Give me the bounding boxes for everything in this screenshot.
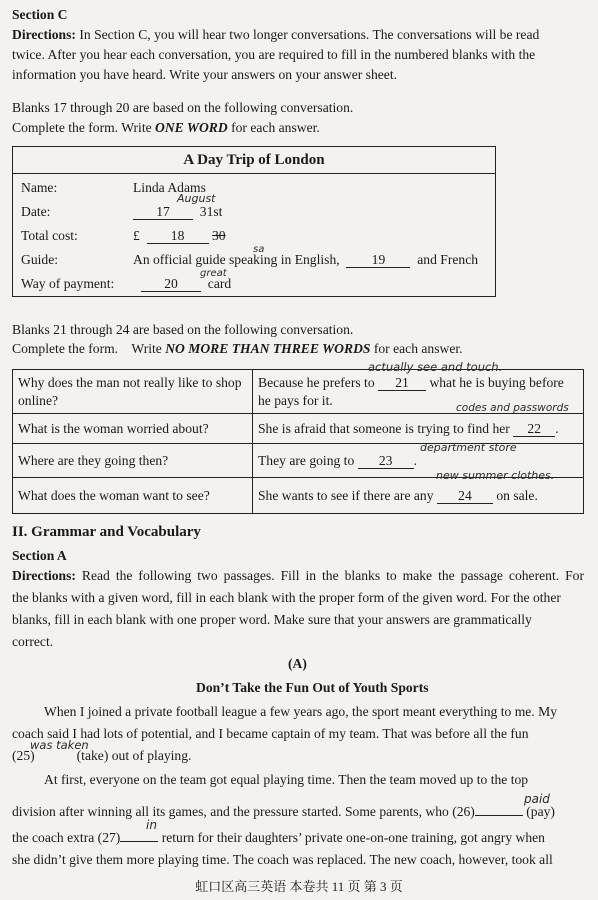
p2-text: return for their daughters’ private one-on-one training, got angry when bbox=[161, 830, 545, 845]
day-trip-form bbox=[12, 146, 496, 297]
answer-text: She is afraid that someone is trying to find her bbox=[258, 420, 510, 436]
answer-text: . bbox=[555, 420, 559, 436]
directions-text: In Section C, you will hear two longer conversations. The conversations will be read bbox=[79, 27, 540, 42]
answer-text: . bbox=[413, 452, 418, 468]
p2-line2 bbox=[12, 801, 555, 823]
grammar-directions-line3: blanks, fill in each blank with one proper word. Make sure that your answers are grammatically bbox=[12, 612, 532, 627]
p2-line1: At first, everyone on the team got equal playing time. Then the team moved up to the top bbox=[44, 772, 529, 787]
guide-value bbox=[133, 252, 478, 268]
intro-emphasis: ONE WORD bbox=[155, 120, 228, 135]
directions-label: Directions: bbox=[12, 27, 76, 42]
question-21: Why does the man not really like to shop online? bbox=[13, 370, 253, 414]
intro-text: Complete the form. Write bbox=[12, 341, 166, 356]
intro-text: Complete the form. Write bbox=[12, 120, 156, 135]
form-body bbox=[13, 174, 495, 296]
page-footer: 虹口区高三英语 本卷共 11 页 第 3 页 bbox=[195, 879, 403, 894]
section-c-directions-line2: twice. After you hear each conversation, you are required to fill in the numbered blanks with the bbox=[12, 47, 536, 62]
passage-label: (A) bbox=[288, 656, 307, 671]
p2-text: division after winning all its games, and the pressure started. Some parents, who (26) bbox=[12, 804, 475, 819]
pound-sign: £ bbox=[133, 228, 140, 243]
handwriting-24: new summer clothes. bbox=[436, 469, 555, 482]
part1-intro-line2 bbox=[12, 117, 320, 139]
row-label-payment: Way of payment: bbox=[21, 276, 115, 291]
handwriting-sa: sa bbox=[253, 244, 265, 255]
row-label-date: Date: bbox=[21, 204, 51, 219]
handwriting-26: paid bbox=[524, 792, 550, 806]
answer-text: what he is buying before he pays for it. bbox=[258, 374, 564, 408]
guide-text: An official guide speaking in English, bbox=[133, 252, 340, 267]
handwriting-27: in bbox=[146, 818, 157, 832]
p2-text: the coach extra (27) bbox=[12, 830, 121, 845]
grammar-heading: II. Grammar and Vocabulary bbox=[12, 524, 201, 540]
directions-label: Directions: bbox=[12, 568, 76, 583]
handwriting-great: great bbox=[200, 268, 227, 279]
question-22: What is the woman worried about? bbox=[13, 414, 253, 444]
handwriting-23: department store bbox=[420, 441, 517, 454]
p1-line3-text: out of playing. bbox=[108, 748, 192, 763]
passage-title: Don’t Take the Fun Out of Youth Sports bbox=[196, 680, 429, 695]
part1-intro-line1: Blanks 17 through 20 are based on the following conversation. bbox=[12, 100, 354, 115]
grammar-directions-line2: the blanks with a given word, fill in each blank with the proper form of the given word. For the other bbox=[12, 590, 561, 605]
section-c-heading: Section C bbox=[12, 7, 68, 22]
blank-26-hint: (pay) bbox=[526, 804, 555, 819]
row-label-cost: Total cost: bbox=[21, 228, 78, 243]
part2-intro-line2 bbox=[12, 338, 463, 360]
question-24: What does the woman want to see? bbox=[13, 478, 253, 514]
row-label-name: Name: bbox=[21, 180, 58, 195]
blank-22[interactable]: 22 bbox=[513, 421, 555, 437]
p2-line4: she didn’t give them more playing time. The coach was replaced. The new coach, however, took all bbox=[12, 852, 553, 867]
blank-25-hint: (take) bbox=[76, 748, 109, 763]
date-day: 31st bbox=[199, 204, 223, 219]
intro-text: for each answer. bbox=[370, 341, 463, 356]
intro-text: for each answer. bbox=[227, 120, 320, 135]
handwriting-22: codes and passwords bbox=[456, 402, 569, 414]
blank-26[interactable] bbox=[475, 815, 523, 816]
cost-value bbox=[133, 228, 226, 244]
part2-intro-line1: Blanks 21 through 24 are based on the following conversation. bbox=[12, 322, 354, 337]
directions-text: Read the following two passages. Fill in the blanks to make the passage coherent. For bbox=[81, 568, 584, 583]
blank-27[interactable] bbox=[120, 841, 158, 842]
handwriting-25: was taken bbox=[30, 738, 89, 752]
blank-24[interactable]: 24 bbox=[437, 488, 493, 504]
p2-line3 bbox=[12, 827, 545, 849]
cost-after: 30 bbox=[212, 228, 226, 243]
grammar-directions-line1 bbox=[12, 565, 584, 587]
p1-line2: coach said I had lots of potential, and I became captain of my team. That was before all the fun bbox=[12, 726, 529, 741]
section-c-directions-line3: information you have heard. Write your answers on your answer sheet. bbox=[12, 67, 397, 82]
answer-text: Because he prefers to bbox=[258, 374, 375, 390]
name-value: Linda Adams bbox=[133, 180, 206, 195]
blank-17[interactable]: 17 bbox=[133, 204, 193, 220]
blank-21[interactable]: 21 bbox=[378, 375, 426, 391]
blank-25-number: (25) bbox=[12, 748, 35, 763]
handwriting-august: August bbox=[177, 192, 216, 205]
answer-text: on sale. bbox=[496, 487, 538, 503]
row-label-guide: Guide: bbox=[21, 252, 58, 267]
answer-text: They are going to bbox=[258, 452, 355, 468]
date-value bbox=[133, 204, 222, 220]
payment-post: card bbox=[207, 276, 232, 291]
section-c-directions-line1 bbox=[12, 24, 539, 46]
answer-22 bbox=[253, 414, 584, 444]
question-23: Where are they going then? bbox=[13, 444, 253, 478]
payment-value bbox=[141, 276, 231, 292]
handwriting-21: actually see and touch. bbox=[368, 360, 503, 374]
grammar-directions-line4: correct. bbox=[12, 634, 54, 649]
grammar-section-a: Section A bbox=[12, 548, 67, 563]
blank-18[interactable]: 18 bbox=[147, 228, 209, 244]
intro-emphasis: NO MORE THAN THREE WORDS bbox=[165, 341, 371, 356]
blank-23[interactable]: 23 bbox=[358, 453, 414, 469]
blank-20[interactable]: 20 bbox=[141, 276, 201, 292]
guide-post: and French bbox=[417, 252, 479, 267]
form-title: A Day Trip of London bbox=[13, 147, 496, 174]
p1-line1: When I joined a private football league a few years ago, the sport meant everything to me. My bbox=[44, 704, 557, 719]
answer-text: She wants to see if there are any bbox=[258, 487, 434, 503]
blank-19[interactable]: 19 bbox=[346, 252, 410, 268]
answer-24 bbox=[253, 478, 584, 514]
